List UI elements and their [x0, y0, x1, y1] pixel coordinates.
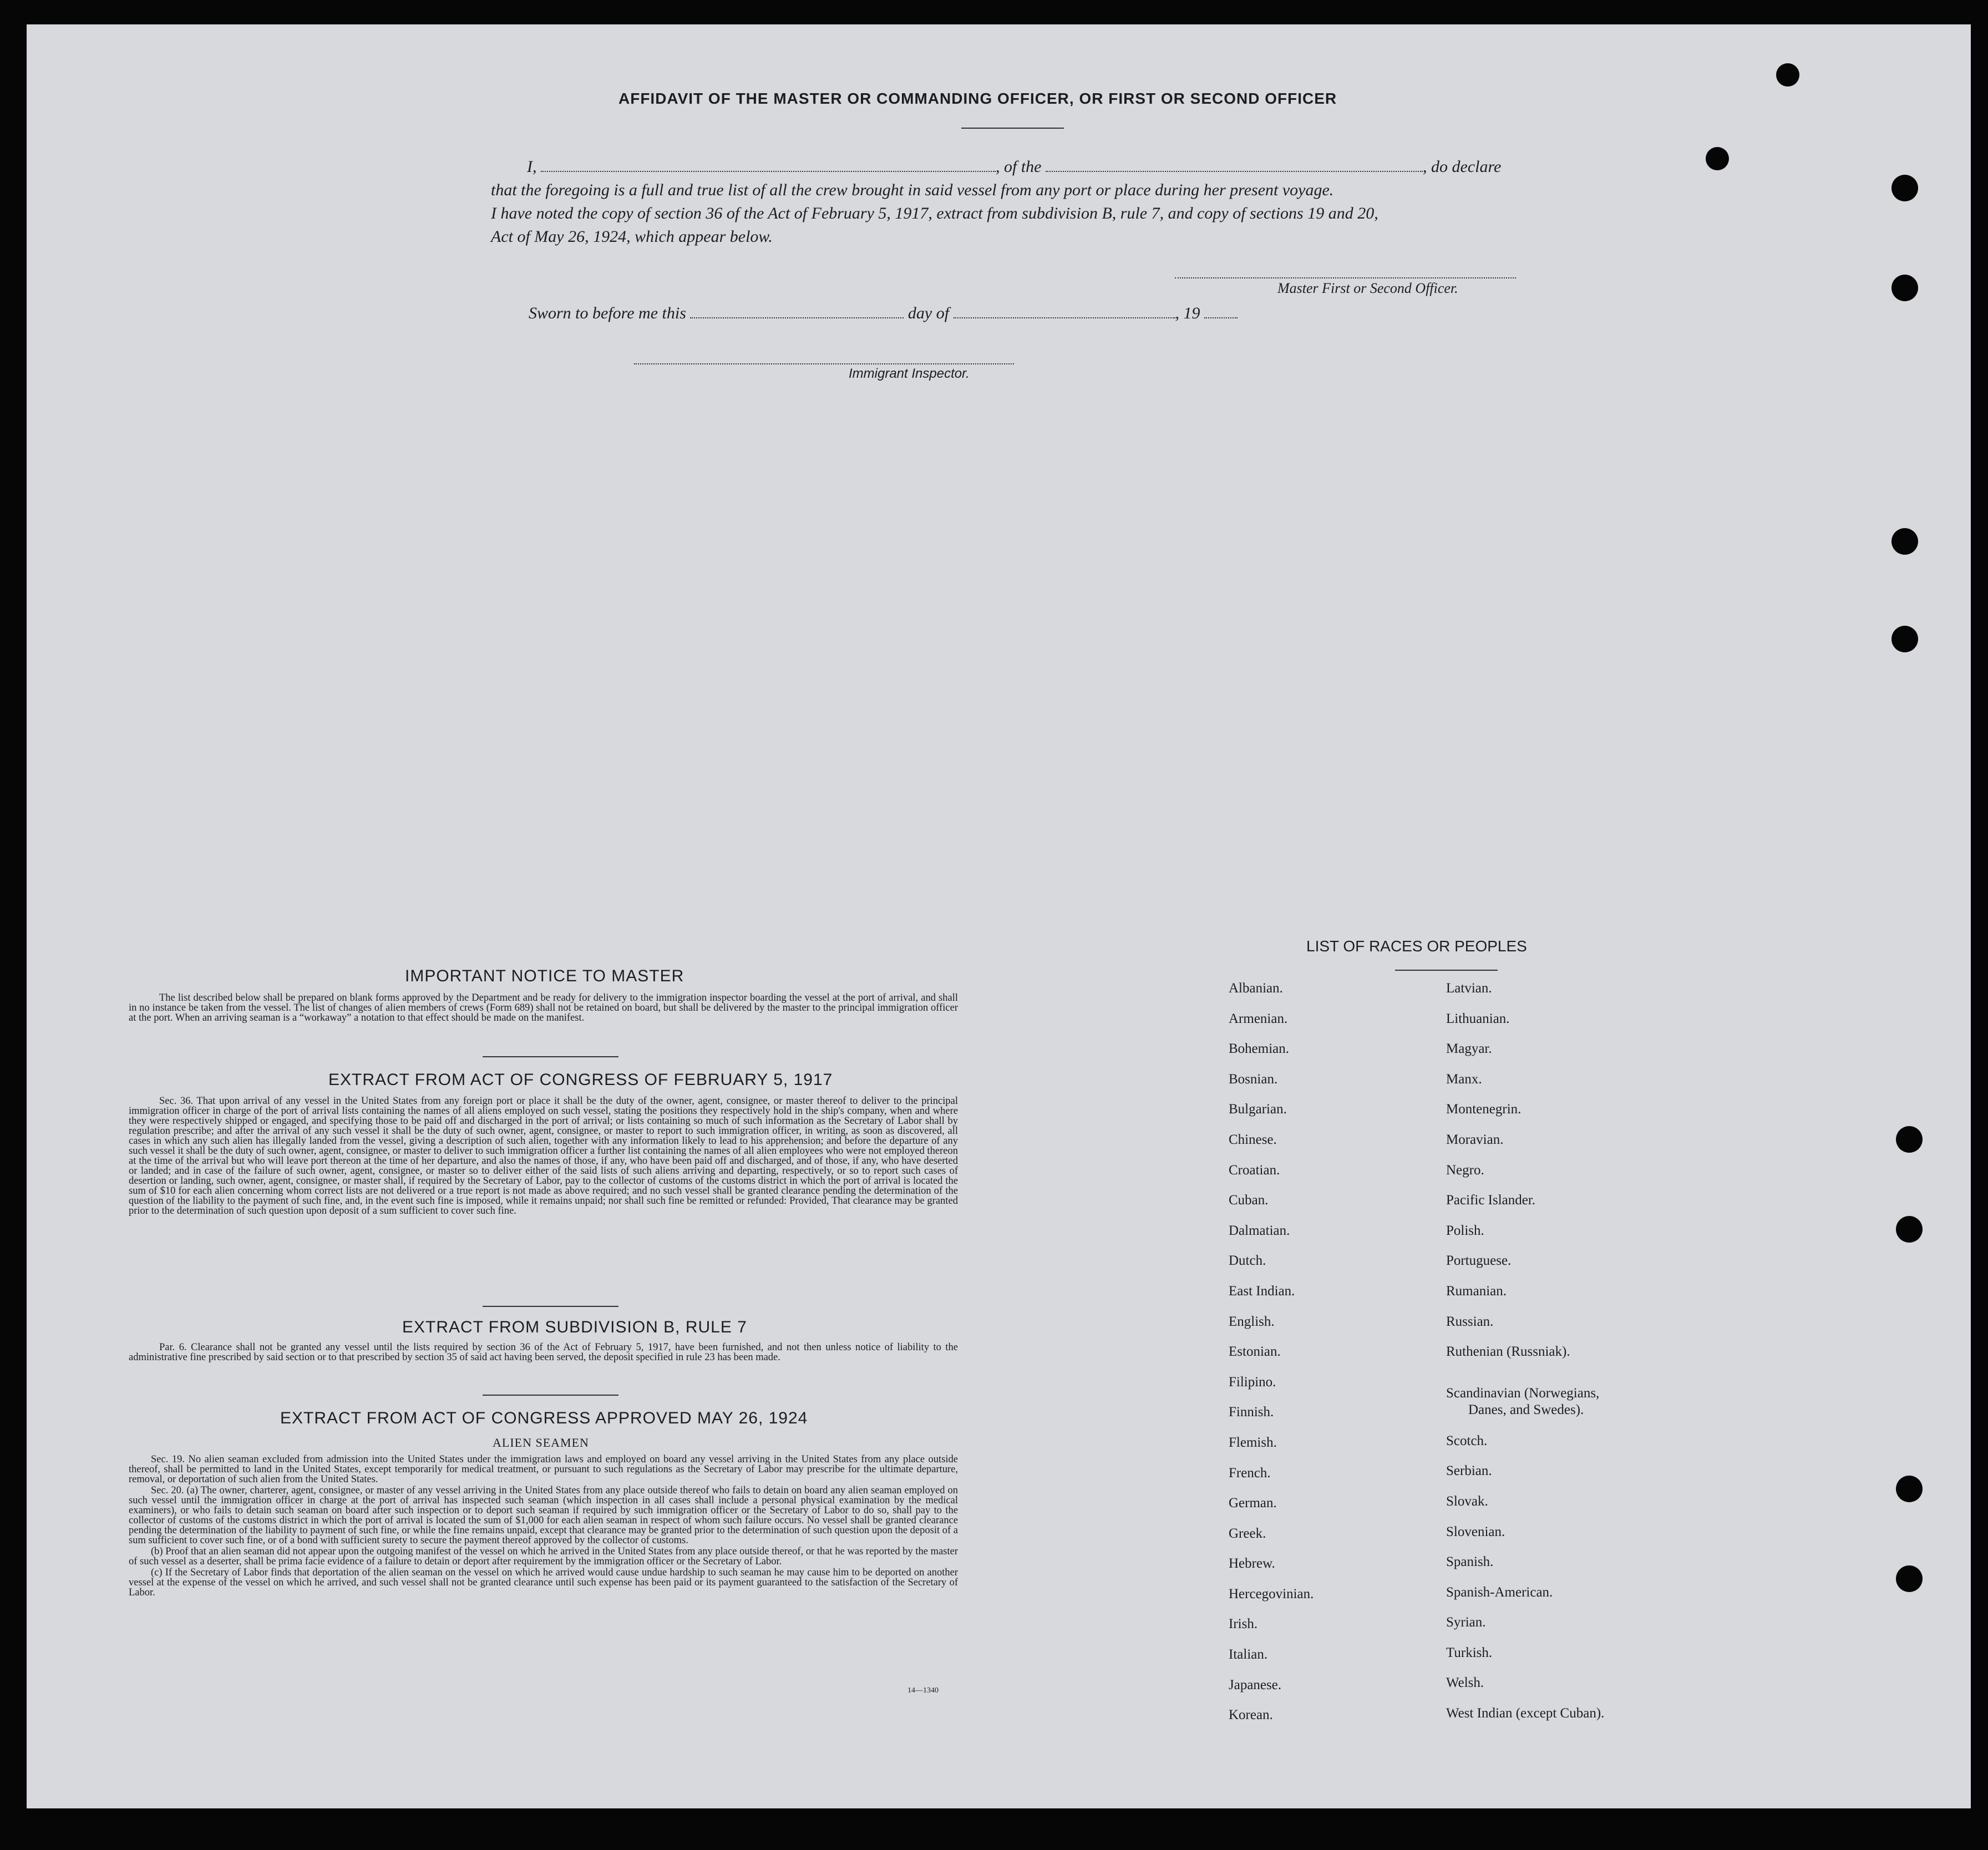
race-item: Italian. — [1229, 1647, 1268, 1663]
name-blank[interactable] — [541, 158, 996, 172]
affidavit-text — [491, 155, 1545, 249]
race-item: Japanese. — [1229, 1677, 1282, 1692]
race-item: Estonian. — [1229, 1344, 1281, 1360]
race-item: Russian. — [1446, 1314, 1494, 1329]
race-item: Polish. — [1446, 1223, 1484, 1238]
i-label: I, — [527, 158, 537, 176]
race-item: Armenian. — [1229, 1011, 1288, 1026]
races-title: LIST OF RACES OR PEOPLES — [1306, 937, 1527, 955]
race-item: West Indian (except Cuban). — [1446, 1706, 1605, 1721]
race-item: Greek. — [1229, 1525, 1266, 1541]
punch-hole — [1896, 1126, 1923, 1153]
punch-hole — [1706, 147, 1729, 170]
section-20a-paragraph: Sec. 20. (a) The owner, charterer, agent, consignee, or master of any vessel arriving in the United States from any place outside thereof who fails to detain on board any alien seaman employed on such vessel until the immigration officer in charge at the port of arrival has inspected such seaman (which inspection in all cases shall include a personal physical examination by the medical examiners), or who fails to detain such seaman on board after such inspection or to deport such seaman if required by such immigration officer or the Secretary of Labor to do so, shall pay to the collector of customs of the customs district in which the port of arrival is located the sum of $1,000 for each alien seaman in respect of whom such failure occurs. No vessel shall be granted clearance pending the determination of the liability to payment of such fine, or while the fine remains unpaid, except that clearance may be granted prior to the determination of such question upon the deposit of a sum sufficient to cover such fine, or of a bond with sufficient surety to secure the payment thereof approved by the collector of customs. — [129, 1485, 958, 1546]
affidavit-line-3: I have noted the copy of section 36 of the Act of February 5, 1917, extract from subdivision B, rule 7, and copy of sections 19 and 20, — [491, 204, 1378, 222]
race-item: Dalmatian. — [1229, 1223, 1290, 1238]
race-item: Pacific Islander. — [1446, 1193, 1536, 1208]
title-underline — [961, 128, 1064, 129]
year-label: , 19 — [1175, 304, 1200, 322]
do-declare-label: , do declare — [1423, 158, 1502, 176]
race-item: Manx. — [1446, 1071, 1482, 1087]
race-item: Cuban. — [1229, 1193, 1269, 1208]
extract-rule7-text — [129, 1342, 958, 1364]
race-item: Hercegovinian. — [1229, 1586, 1314, 1601]
extract-1917-title: EXTRACT FROM ACT OF CONGRESS OF FEBRUARY 5, 1917 — [328, 1071, 833, 1089]
section-19-paragraph: Sec. 19. No alien seaman excluded from admission into the United States under the immigration laws and employed on board any vessel arriving in the United States from any place outside thereof, shall be permitted to land in the United States, except temporarily for medical treatment, or pursuant to such regulations as the Secretary of Labor may prescribe for the ultimate departure, removal, or deportation of such alien from the United States. — [129, 1454, 958, 1485]
punch-hole — [1891, 528, 1918, 555]
race-item: Turkish. — [1446, 1645, 1493, 1660]
sworn-year-blank[interactable] — [1204, 304, 1238, 318]
race-item: Negro. — [1446, 1162, 1484, 1178]
affidavit-line-2: that the foregoing is a full and true list of all the crew brought in said vessel from any port or place during her present voyage. — [491, 181, 1334, 199]
race-item: Spanish-American. — [1446, 1584, 1553, 1600]
race-item: Hebrew. — [1229, 1556, 1275, 1572]
form-number: 14—1340 — [907, 1686, 939, 1695]
race-item: French. — [1229, 1465, 1271, 1481]
master-caption: Master First or Second Officer. — [1277, 280, 1458, 296]
race-item: Portuguese. — [1446, 1253, 1512, 1269]
divider — [483, 1306, 618, 1307]
sworn-day-blank[interactable] — [690, 304, 904, 318]
race-item: Lithuanian. — [1446, 1011, 1510, 1026]
race-item: Croatian. — [1229, 1162, 1280, 1178]
race-item: Rumanian. — [1446, 1283, 1507, 1299]
race-item: Slovenian. — [1446, 1524, 1505, 1539]
race-item: Scandinavian (Norwegians, — [1446, 1385, 1600, 1401]
notice-title: IMPORTANT NOTICE TO MASTER — [405, 967, 684, 985]
alien-seamen-subtitle: ALIEN SEAMEN — [493, 1436, 589, 1449]
race-item: Chinese. — [1229, 1132, 1277, 1147]
race-item: Slovak. — [1446, 1493, 1488, 1509]
race-item: Korean. — [1229, 1707, 1273, 1723]
race-item: East Indian. — [1229, 1283, 1295, 1299]
master-signature-line[interactable] — [1175, 277, 1516, 278]
day-of-label: day of — [907, 304, 950, 322]
race-item: Serbian. — [1446, 1463, 1492, 1479]
affidavit-title: AFFIDAVIT OF THE MASTER OR COMMANDING OFFICER, OR FIRST OR SECOND OFFICER — [618, 90, 1337, 107]
sworn-label: Sworn to before me this — [529, 304, 686, 322]
punch-hole — [1891, 626, 1918, 652]
race-item: Bulgarian. — [1229, 1102, 1287, 1117]
race-item: Dutch. — [1229, 1253, 1266, 1269]
extract-1917-text — [129, 1096, 958, 1217]
race-item: Montenegrin. — [1446, 1102, 1522, 1117]
race-item: Irish. — [1229, 1616, 1258, 1632]
race-item: Danes, and Swedes). — [1468, 1402, 1584, 1417]
extract-1924-title: EXTRACT FROM ACT OF CONGRESS APPROVED MAY 26, 1924 — [280, 1409, 808, 1427]
races-left-column — [1229, 981, 1314, 1738]
notice-text — [129, 993, 958, 1024]
punch-hole — [1896, 1476, 1923, 1502]
vessel-blank[interactable] — [1046, 158, 1423, 172]
sworn-line — [529, 304, 1238, 323]
section-20b-paragraph: (b) Proof that an alien seaman did not appear upon the outgoing manifest of the vessel on which he arrived in the United States from any place outside thereof, or that he was reported by the master of such vessel as a deserter, shall be prima facie evidence of a failure to detain or deport after requirement by the immigration officer or the Secretary of Labor. — [129, 1546, 958, 1567]
race-item: Ruthenian (Russniak). — [1446, 1344, 1570, 1360]
races-title-underline — [1395, 970, 1498, 971]
races-right-column — [1446, 981, 1604, 1736]
notice-paragraph: The list described below shall be prepared on blank forms approved by the Department and be ready for delivery to the immigration inspector boarding the vessel at the port of arrival, and shall in no instance be taken from the vessel. The list of changes of alien members of crews (Form 689) shall not be retained on board, but shall be delivered by the master to the principal immigration officer at the port. When an arriving seaman is a “workaway” a notation to that effect should be made on the manifest. — [129, 992, 958, 1023]
race-item: Syrian. — [1446, 1615, 1486, 1630]
punch-hole — [1776, 63, 1799, 87]
punch-hole — [1896, 1216, 1923, 1243]
extract-rule7-paragraph: Par. 6. Clearance shall not be granted any vessel until the lists required by section 36 of the Act of February 5, 1917, have been furnished, and not then unless notice of liability to the administrative fine prescribed by said section or to that prescribed by section 35 of said act having been served, the deposit specified in rule 23 has been made. — [129, 1342, 958, 1363]
race-item: Finnish. — [1229, 1405, 1274, 1420]
race-item: Filipino. — [1229, 1374, 1276, 1390]
extract-rule7-title: EXTRACT FROM SUBDIVISION B, RULE 7 — [402, 1318, 747, 1336]
punch-hole — [1891, 275, 1918, 301]
race-item: Scotch. — [1446, 1433, 1488, 1448]
race-item: Moravian. — [1446, 1132, 1504, 1147]
inspector-signature-line[interactable] — [634, 363, 1014, 364]
race-item: Latvian. — [1446, 981, 1492, 996]
race-item: English. — [1229, 1314, 1275, 1329]
race-item: German. — [1229, 1496, 1277, 1511]
race-item: Magyar. — [1446, 1041, 1492, 1057]
punch-hole — [1896, 1565, 1923, 1592]
section-20c-paragraph: (c) If the Secretary of Labor finds that deportation of the alien seaman on the vessel on which he arrived would cause undue hardship to such seaman he may cause him to be deported on another vessel at the expense of the vessel on which he arrived, and such vessel shall not be granted clearance until such expense has been paid or its payment guaranteed to the satisfaction of the Secretary of Labor. — [129, 1567, 958, 1598]
extract-1924-text — [129, 1454, 958, 1599]
race-item: Bohemian. — [1229, 1041, 1290, 1057]
inspector-caption: Immigrant Inspector. — [849, 366, 970, 381]
divider — [483, 1395, 618, 1396]
divider — [483, 1056, 618, 1057]
race-item: Bosnian. — [1229, 1071, 1278, 1087]
race-item: Albanian. — [1229, 981, 1283, 996]
race-item: Flemish. — [1229, 1435, 1277, 1450]
extract-1917-paragraph: Sec. 36. That upon arrival of any vessel in the United States from any foreign port or place it shall be the duty of the owner, agent, consignee, or master thereof to deliver to the principal immigration officer in charge of the port of arrival lists containing the names of all aliens employed on such vessel, stating the positions they respectively hold in the ship's company, when and where they were respectively shipped or engaged, and specifying those to be paid off and discharged in the port of arrival; or lists containing so much of such information as the Secretary of Labor shall by regulation prescribe; and after the arrival of any such vessel it shall be the duty of such owner, agent, consignee, or master to report to such immigration officer, in writing, as soon as discovered, all cases in which any such alien has illegally landed from the vessel, giving a description of such alien, together with any information likely to lead to his apprehension; and before the departure of any such vessel it shall be the duty of such owner, agent, consignee, or master to deliver to such immigration officer a further list containing the names of all alien employees who were not employed thereon at the time of the arrival but who will leave port thereon at the time of her departure, and also the names of those, if any, who have been paid off and discharged, and of those, if any, who have deserted or landed; and in case of the failure of such owner, agent, consignee, or master so to deliver either of the said lists of such aliens arriving and departing, respectively, or so to report such cases of desertion or landing, such owner, agent, consignee, or master shall, if required by the Secretary of Labor, pay to the collector of customs of the customs district in which the port of arrival is located the sum of $10 for each alien concerning whom correct lists are not delivered or a true report is not made as above required; and no such vessel shall be granted clearance pending the determination of the question of the liability to the payment of such fine, and, in the event such fine is imposed, while it remains unpaid; nor shall such fine be remitted or refunded: Provided, That clearance may be granted prior to the determination of such question upon deposit of a sum sufficient to cover such fine. — [129, 1096, 958, 1217]
race-item: Spanish. — [1446, 1554, 1494, 1570]
sworn-month-blank[interactable] — [954, 304, 1175, 318]
affidavit-line-4: Act of May 26, 1924, which appear below. — [491, 227, 773, 246]
race-item: Welsh. — [1446, 1675, 1484, 1691]
punch-hole — [1891, 175, 1918, 201]
of-the-label: , of the — [996, 158, 1042, 176]
